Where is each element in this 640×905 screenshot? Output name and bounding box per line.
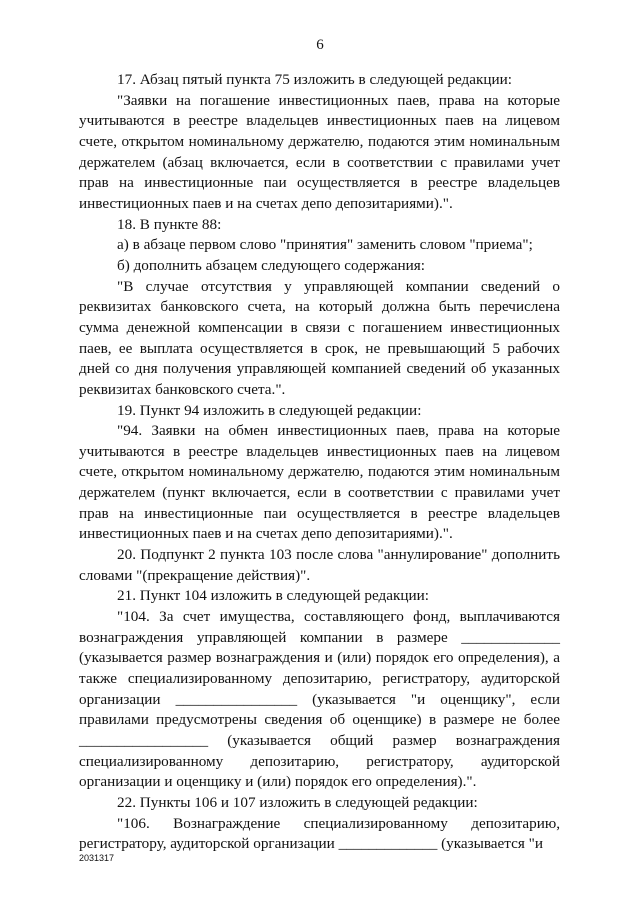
paragraph-item-17: 17. Абзац пятый пункта 75 изложить в следующей редакции: — [117, 71, 512, 88]
paragraph-item-18a: а) в абзаце первом слово "принятия" заменить словом "приема"; — [117, 236, 533, 254]
page-number: 6 — [316, 37, 324, 53]
paragraph-item-22: 22. Пункты 106 и 107 изложить в следующей редакции: — [117, 793, 478, 811]
paragraph-item-20: 20. Подпункт 2 пункта 103 после слова "аннулирование" дополнить словами "(прекращение действия)". — [79, 546, 560, 584]
paragraph-quote-88: "В случае отсутствия у управляющей компании сведений о реквизитах банковского счета, на который должна быть перечислена сумма денежной компенсации в связи с погашением инвестиционных паев, ее выплата осуществляется в срок, не превышающий 5 рабочих дней со дня получения управляющей компанией сведений об указанных реквизитах банковского счета.". — [79, 277, 560, 398]
paragraph-quote-94: "94. Заявки на обмен инвестиционных паев, права на которые учитываются в реестре владельцев инвестиционных паев на лицевом счете, открытом номинальному держателю, подаются этим номинальным держателем (пункт включается, если в соответствии с правилами учет прав на инвестиционные паи осуществляется в реестре владельцев инвестиционных паев и на счетах депо депозитариями).". — [79, 422, 560, 543]
document-body — [79, 70, 560, 855]
document-code: 2031317 — [79, 853, 115, 863]
paragraph-item-18: 18. В пункте 88: — [117, 215, 222, 233]
paragraph-quote-106: "106. Вознаграждение специализированному депозитарию, регистратору, аудиторской организации _____________ (указывается "и — [79, 814, 560, 853]
paragraph-quote-75: "Заявки на погашение инвестиционных паев, права на которые учитываются в реестре владельцев инвестиционных паев на лицевом счете, открытом номинальному держателю, подаются этим номинальным держателем (абзац включается, если в соответствии с правилами учет прав на инвестиционные паи осуществляется в реестре владельцев инвестиционных паев и на счетах депо депозитариями).". — [79, 91, 560, 212]
paragraph-item-21: 21. Пункт 104 изложить в следующей редакции: — [117, 587, 430, 605]
paragraph-quote-104: "104. За счет имущества, составляющего фонд, выплачиваются вознаграждения управляющей компании в размере _____________ (указывается размер вознаграждения и (или) порядок его определения), а также специализированному депозитарию, регистратору, аудиторской организации ________________ (указывается "и оценщику", если правилами предусмотрены сведения об оценщике) в размере не более _________________ (указывается общий размер вознаграждения специализированному депозитарию, регистратору, аудиторской организации и оценщику и (или) порядок его определения).". — [79, 608, 560, 791]
paragraph-item-19: 19. Пункт 94 изложить в следующей редакции: — [117, 401, 422, 419]
paragraph-item-18b: б) дополнить абзацем следующего содержания: — [117, 256, 425, 274]
